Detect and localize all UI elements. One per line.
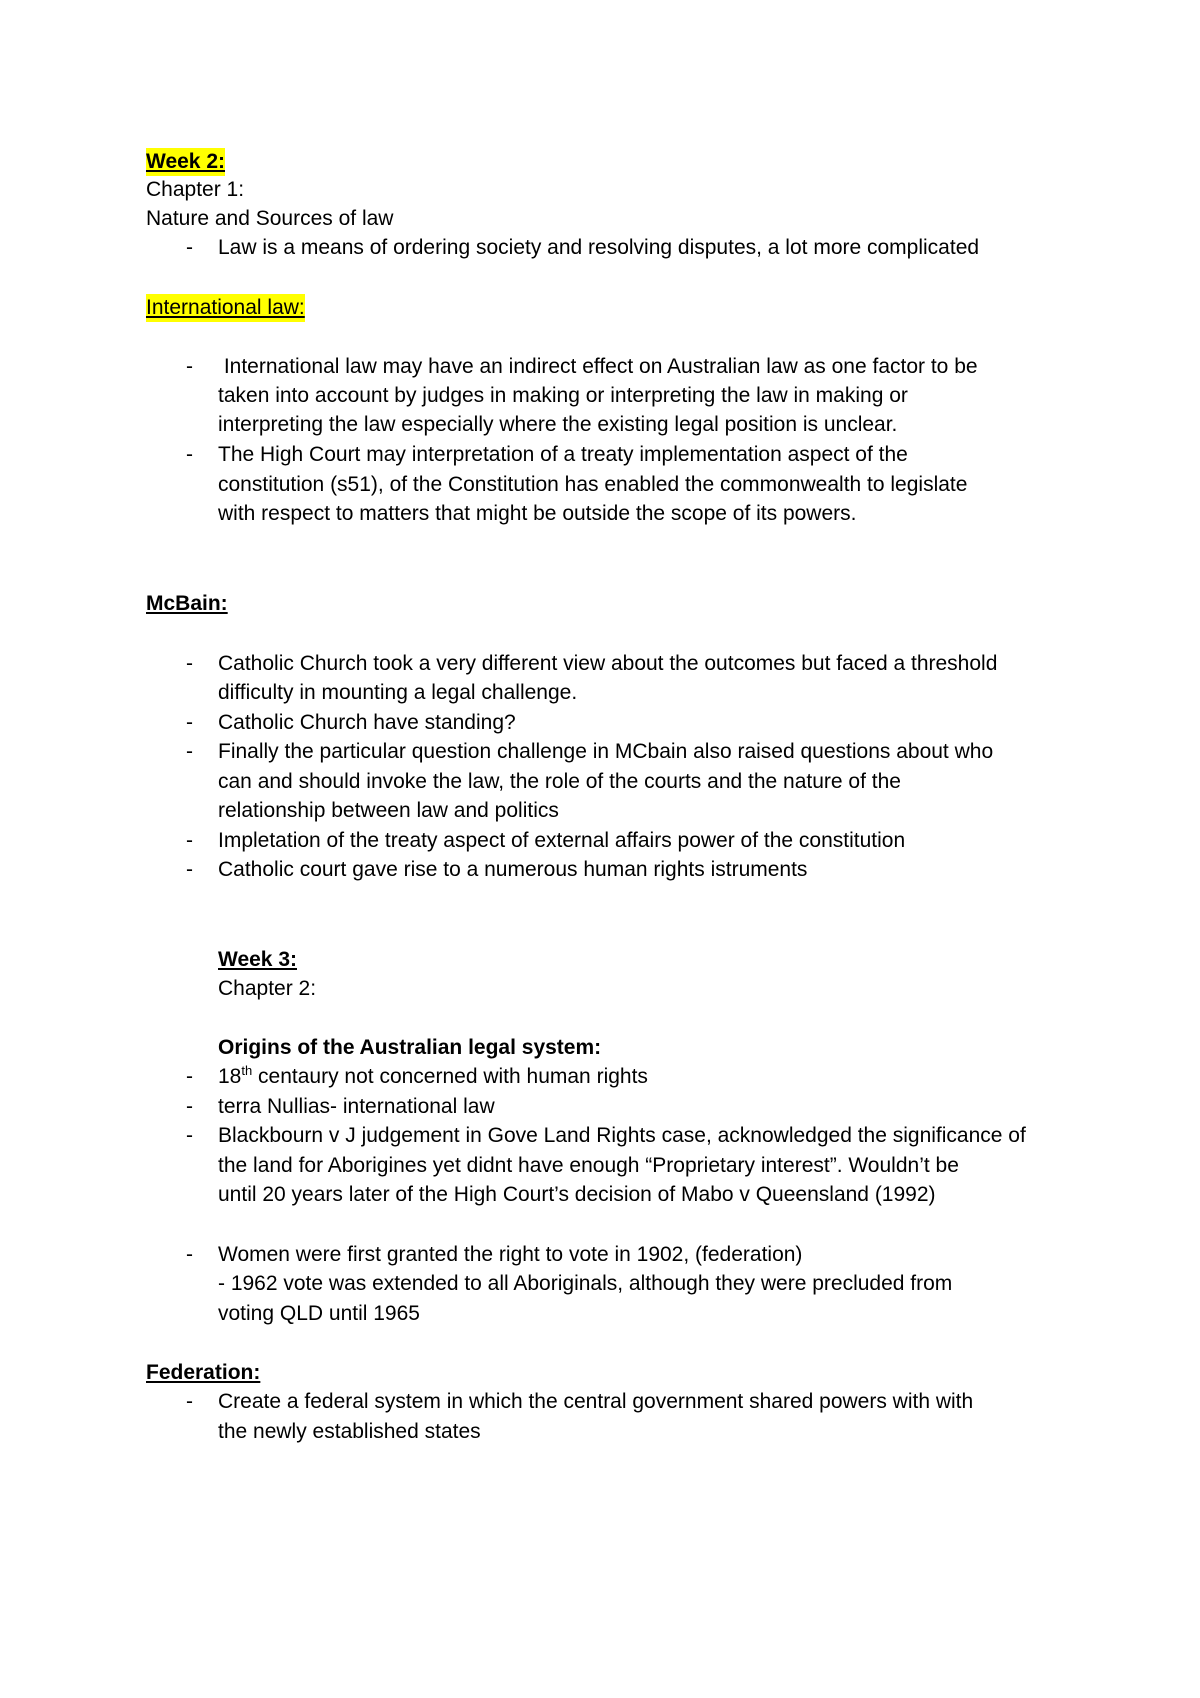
mcbain-bullet-2: Catholic Church have standing? — [218, 711, 516, 734]
mcbain-bullet-5: Catholic court gave rise to a numerous human rights istruments — [218, 858, 808, 881]
bullet-dash: - — [186, 1065, 193, 1088]
mcbain-bullet-3-line-3: relationship between law and politics — [218, 799, 559, 822]
week2-heading: Week 2: — [146, 148, 225, 176]
bullet-dash: - — [186, 1243, 193, 1266]
mcbain-bullet-3-line-1: Finally the particular question challenge in MCbain also raised questions about who — [218, 740, 994, 763]
origins-heading: Origins of the Australian legal system: — [218, 1036, 602, 1059]
week3-bullet-4-line-2: - 1962 vote was extended to all Aboriginals, although they were precluded from — [218, 1272, 953, 1295]
international-bullet-1-line-3: interpreting the law especially where the existing legal position is unclear. — [218, 413, 898, 436]
bullet-dash: - — [186, 1390, 193, 1413]
week2-bullet-1: Law is a means of ordering society and resolving disputes, a lot more complicated — [218, 236, 980, 259]
international-bullet-1-line-2: taken into account by judges in making or interpreting the law in making or — [218, 384, 908, 407]
federation-bullet-1-line-1: Create a federal system in which the central government shared powers with with — [218, 1390, 974, 1413]
week3-bullet-3-line-3: until 20 years later of the High Court’s decision of Mabo v Queensland (1992) — [218, 1183, 936, 1206]
week3-bullet-3-line-2: the land for Aborigines yet didnt have enough “Proprietary interest”. Wouldn’t be — [218, 1154, 959, 1177]
federation-bullet-1-line-2: the newly established states — [218, 1420, 481, 1443]
bullet-dash: - — [186, 652, 193, 675]
week3-bullet-3-line-1: Blackbourn v J judgement in Gove Land Rights case, acknowledged the significance of — [218, 1124, 1026, 1147]
week3-bullet-2: terra Nullias- international law — [218, 1095, 495, 1118]
week3-heading: Week 3: — [218, 948, 297, 971]
week3-bullet-1-number: 18 — [218, 1065, 242, 1088]
bullet-dash: - — [186, 443, 193, 466]
bullet-dash: - — [186, 236, 193, 259]
international-bullet-1-line-1: International law may have an indirect effect on Australian law as one factor to be — [218, 355, 978, 378]
bullet-dash: - — [186, 1124, 193, 1147]
week3-bullet-1-text: centaury not concerned with human rights — [252, 1065, 648, 1088]
mcbain-bullet-1-line-2: difficulty in mounting a legal challenge. — [218, 681, 578, 704]
week3-bullet-4-line-1: Women were first granted the right to vote in 1902, (federation) — [218, 1243, 803, 1266]
international-heading: International law: — [146, 294, 305, 322]
week2-topic: Nature and Sources of law — [146, 207, 394, 230]
mcbain-bullet-4: Impletation of the treaty aspect of external affairs power of the constitution — [218, 829, 906, 852]
week2-chapter: Chapter 1: — [146, 178, 245, 201]
international-bullet-2-line-1: The High Court may interpretation of a treaty implementation aspect of the — [218, 443, 908, 466]
bullet-dash: - — [186, 740, 193, 763]
mcbain-heading: McBain: — [146, 592, 228, 615]
bullet-dash: - — [186, 355, 193, 378]
bullet-dash: - — [186, 858, 193, 881]
federation-heading: Federation: — [146, 1361, 261, 1384]
week3-bullet-1-superscript: th — [241, 1063, 253, 1078]
mcbain-bullet-3-line-2: can and should invoke the law, the role of the courts and the nature of the — [218, 770, 901, 793]
week3-bullet-1 — [218, 1063, 648, 1091]
bullet-dash: - — [186, 829, 193, 852]
mcbain-bullet-1-line-1: Catholic Church took a very different view about the outcomes but faced a threshold — [218, 652, 998, 675]
bullet-dash: - — [186, 711, 193, 734]
international-bullet-2-line-3: with respect to matters that might be outside the scope of its powers. — [218, 502, 857, 525]
bullet-dash: - — [186, 1095, 193, 1118]
week3-chapter: Chapter 2: — [218, 977, 317, 1000]
international-bullet-2-line-2: constitution (s51), of the Constitution has enabled the commonwealth to legislate — [218, 473, 968, 496]
week3-bullet-4-line-3: voting QLD until 1965 — [218, 1302, 420, 1325]
